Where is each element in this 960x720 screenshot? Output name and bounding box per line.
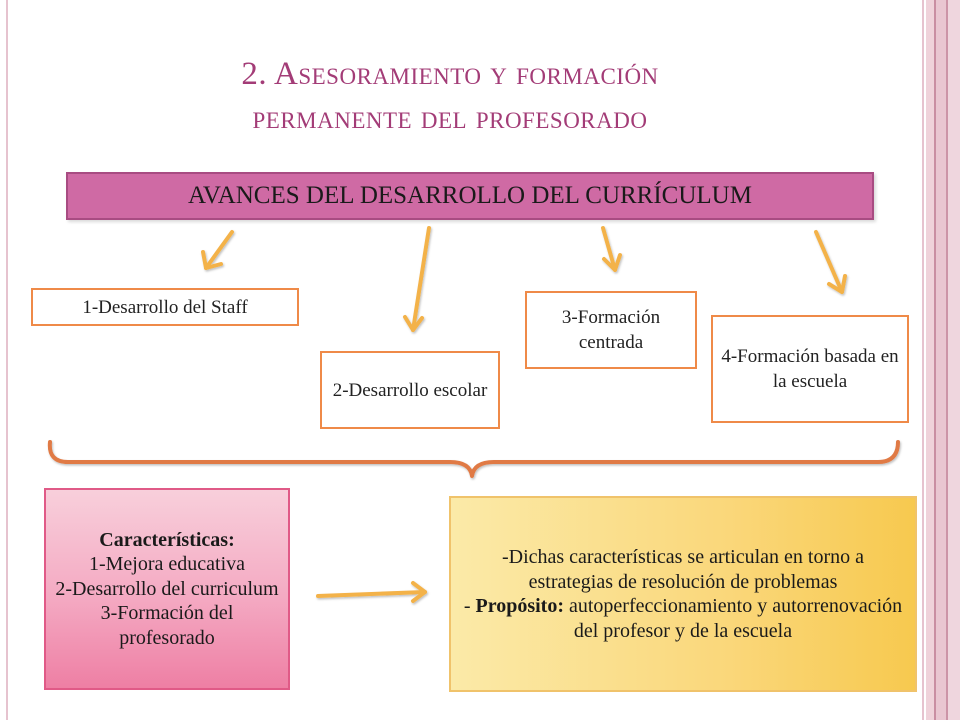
- slide-title-line-1: 2. Asesoramiento y formación: [241, 56, 659, 92]
- step-box-4: 4-Formación basada en la escuela: [711, 315, 909, 423]
- slide-title-line-2: permanente del profesorado: [252, 100, 648, 136]
- curriculum-header: AVANCES DEL DESARROLLO DEL CURRÍCULUM: [66, 172, 874, 220]
- step-box-1: 1-Desarrollo del Staff: [31, 288, 299, 326]
- step-box-2: 2-Desarrollo escolar: [320, 351, 500, 429]
- purpose-label: Propósito:: [475, 595, 564, 617]
- characteristic-item-2: 2-Desarrollo del curriculum: [55, 577, 279, 600]
- characteristics-heading: Características:: [99, 528, 235, 551]
- down-arrow-icon-4: [816, 232, 845, 292]
- purpose-text: autoperfeccionamiento y autorrenovación del profesor y de la escuela: [564, 595, 903, 642]
- right-arrow-icon: [318, 583, 425, 601]
- summary-purpose: [461, 594, 905, 643]
- purpose-prefix: -: [463, 595, 476, 617]
- characteristic-item-3: 3-Formación del profesorado: [100, 602, 234, 649]
- curly-brace-icon: [50, 442, 898, 476]
- down-arrow-icon-1: [203, 232, 232, 268]
- step-box-3: 3-Formación centrada: [525, 291, 697, 369]
- summary-card: [449, 496, 917, 692]
- down-arrow-icon-3: [603, 228, 620, 270]
- down-arrow-icon-2: [405, 228, 429, 330]
- characteristics-card: [44, 488, 290, 690]
- summary-line-1: -Dichas características se articulan en torno a estrategias de resolución de problemas: [501, 546, 865, 593]
- characteristic-item-1: 1-Mejora educativa: [88, 553, 246, 576]
